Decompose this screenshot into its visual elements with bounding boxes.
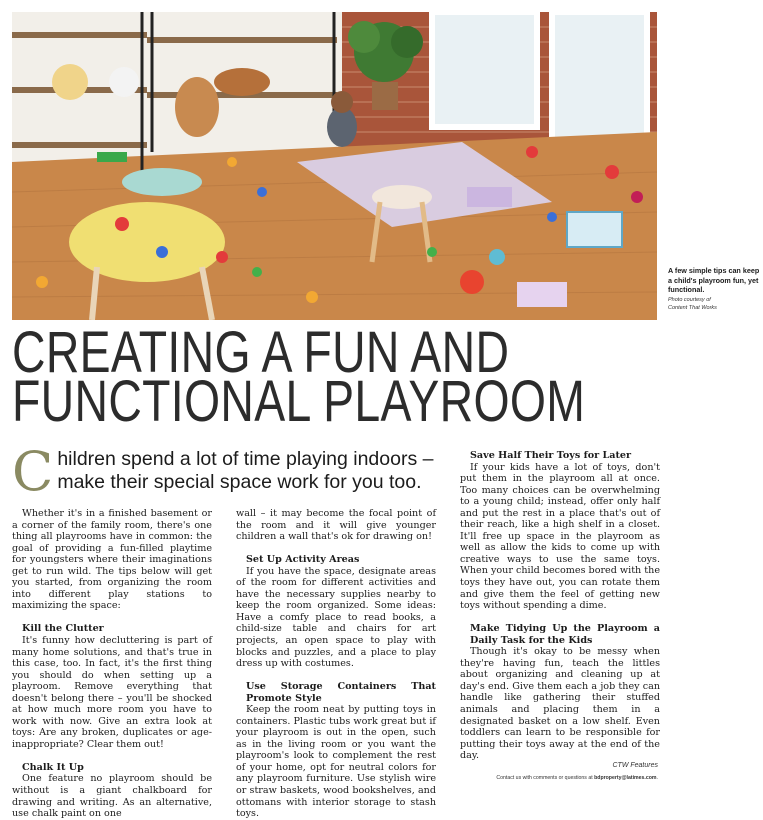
photo-credit: [668, 296, 760, 313]
contact-prefix: Contact us with comments or questions at: [496, 775, 595, 781]
headline-line-1: CREATING A FUN AND: [12, 320, 510, 385]
playroom-photo: [12, 12, 657, 320]
section-heading-clutter: Kill the Clutter: [22, 623, 104, 635]
contact-suffix: .: [656, 775, 658, 781]
credit-line-2: Content That Works: [668, 305, 717, 312]
section-heading-storage: Use Storage Containers That Promote Style: [246, 681, 436, 704]
caption-text: A few simple tips can keep a child's playroom fun, yet functional.: [668, 266, 760, 295]
section-body-tidying: Though it's okay to be messy when they're having fun, teach the littles about organizing and cleaning up at day's end. Give them each a job they can handle like gathering their stuffed animals and placing them in a designated basket on a low shelf. Even toddlers can learn to be responsible for putting their toys away at the end of the day.: [460, 646, 660, 762]
column-2: [236, 508, 436, 820]
section-heading-chalk: Chalk It Up: [22, 761, 84, 773]
contact-email[interactable]: bdproperty@latimes.com: [594, 775, 657, 781]
intro-paragraph: Whether it's in a finished basement or a corner of the family room, there's one thing all playrooms have in common: the goal of providing a fun-filled playtime for youngsters where their imaginations get to run wild. The tips below will get you started, from organizing the room into different play stations to maximizing the space:: [12, 508, 212, 612]
photo-caption: [668, 266, 760, 313]
drop-cap: C: [12, 440, 54, 503]
column-1: [12, 508, 212, 820]
section-body-storage: Keep the room neat by putting toys in containers. Plastic tubs work great but if your playroom is out in the open, such as in the living room or you want the playroom's look to complement the rest of your home, opt for neutral colors for any playroom furniture. Use stylish wire or straw baskets, wood bookshelves, and ottomans with interior storage to stash toys.: [236, 704, 436, 820]
source-credit: CTW Features: [612, 762, 658, 769]
section-body-save-half: If your kids have a lot of toys, don't put them in the playroom all at once. Too many choices can be overwhelming to a young child; instead, offer only half and put the rest in a place that's out of their reach, like a high shelf in a closet. It'll free up space in the playroom as well as allow the kids to come up with creative ways to use the same toys. When your child becomes bored with the toys they have out, you can rotate them and give them the feel of getting new toys without spending a dime.: [460, 461, 660, 612]
contact-line: [420, 775, 658, 781]
section-body-clutter: It's funny how decluttering is part of many home solutions, and that's true in this case, too. In fact, it's the first thing you should do when setting up a playroom. Remove everything that doesn't belong there – you'll be shocked at how much more room you have to work with now. Give an extra look at toys: Are any broken, duplicates or age-inappropriate? Clear them out!: [12, 634, 212, 750]
section-body-areas: If you have the space, designate areas of the room for different activities and have the necessary supplies nearby to keep the room organized. Some ideas: Have a comfy place to read books, a child-size table and chairs for art projects, an open space to play with blocks and puzzles, and a place to play dress up with costumes.: [236, 565, 436, 670]
section-body-chalk: One feature no playroom should be without is a giant chalkboard for drawing and writing. As an alternative, use chalk paint on one: [12, 773, 212, 820]
deck: [12, 440, 440, 503]
section-heading-areas: Set Up Activity Areas: [246, 554, 360, 566]
column-3: [460, 450, 660, 762]
deck-text: hildren spend a lot of time playing indoors – make their special space work for you too.: [57, 448, 434, 493]
headline: [12, 320, 586, 434]
section-body-chalk-continued: wall – it may become the focal point of the room and it will give younger children a wall that's ok for drawing on!: [236, 508, 436, 543]
credit-line-1: Photo courtesy of: [668, 296, 711, 303]
section-heading-save-half: Save Half Their Toys for Later: [470, 450, 632, 461]
headline-line-2: FUNCTIONAL PLAYROOM: [12, 369, 586, 434]
section-heading-tidying: Make Tidying Up the Playroom a Daily Task for the Kids: [470, 623, 660, 646]
